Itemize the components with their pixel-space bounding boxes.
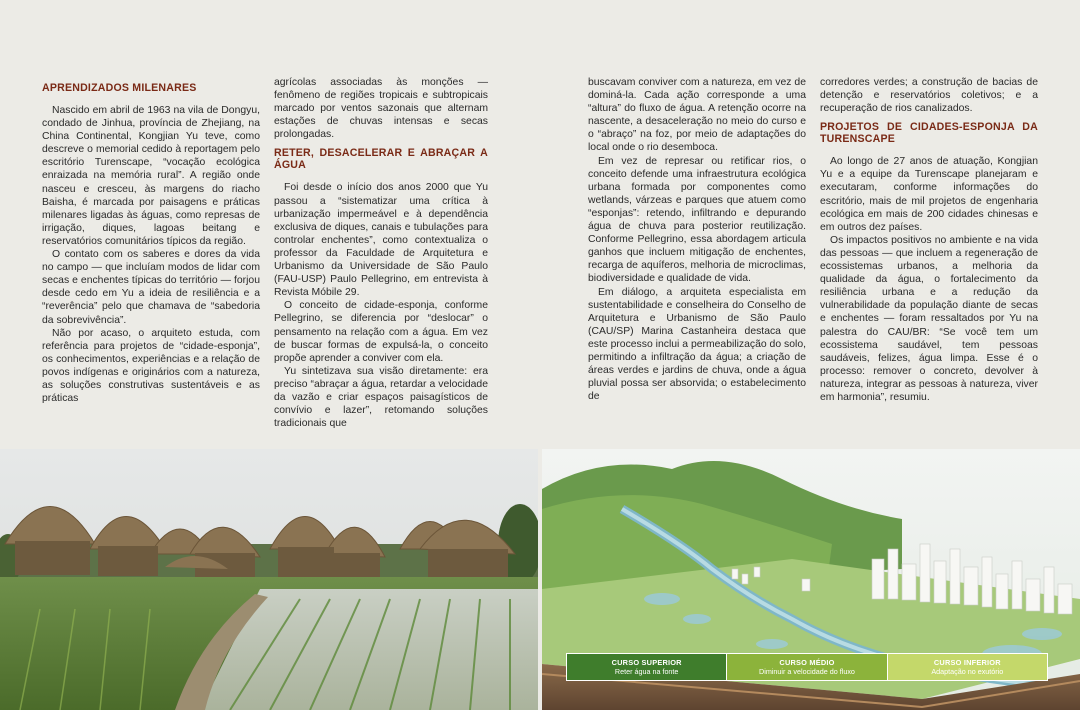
village-photo-illustration — [0, 449, 538, 710]
paragraph: Foi desde o início dos anos 2000 que Yu passou a “sistematizar uma crítica à urbanização impermeável e à dependência exclusiva de diques, canais e tubulações para controlar enchentes”, como contextualiza o professor da Faculdade de Arquitetura e Urbanismo da Universidade de São Paulo (FAU-USP) Paulo Pellegrino, em entrevista à Revista Móbile 29. — [274, 182, 488, 299]
section-heading: APRENDIZADOS MILENARES — [42, 82, 197, 94]
legend-middle-course — [727, 654, 887, 680]
paragraph: Ao longo de 27 anos de atuação, Kongjian Yu e a equipe da Turenscape planejaram e executaram, conforme informações do escritório, mais de mil projetos de engenharia ecológica em mais de 200 cidades chinesas e em outros dez países. — [820, 156, 1038, 233]
legend-subtitle: Adaptação no exutório — [931, 667, 1004, 676]
column-1 — [42, 76, 260, 405]
paragraph: O conceito de cidade-esponja, conforme Pellegrino, se diferencia por “deslocar” o pensamento na relação com a água. Em vez de buscar formas de expulsá-la, o conceito propõe aprender a conviver com ela. — [274, 300, 488, 364]
section-heading: RETER, DESACELERAR E ABRAÇAR A ÁGUA — [274, 147, 488, 172]
legend-title: CURSO MÉDIO — [779, 658, 835, 667]
legend-subtitle: Diminuir a velocidade do fluxo — [759, 667, 855, 676]
paragraph: corredores verdes; a construção de bacias de detenção e reservatórios coletivos; e a recuperação de rios canalizados. — [820, 77, 1038, 115]
river-course-legend — [566, 653, 1048, 681]
legend-upper-course — [567, 654, 727, 680]
paragraph: buscavam conviver com a natureza, em vez de dominá-la. Cada ação corresponde a uma “altura” do fluxo de água. A retenção ocorre na nascente, a desaceleração no meio do curso e o “abraço” na foz, por meio de adaptações do local onde o rio desemboca. — [588, 77, 806, 154]
paragraph: Os impactos positivos no ambiente e na vida das pessoas — que incluem a regeneração de ecossistemas urbanos, a melhoria da qualidade da água, o fortalecimento da resiliência urbana e a redução da vulnerabilidade da população diante de secas e enchentes — foram ressaltados por Yu na palestra do CAU/BR: “Se você tem um ecossistema saudável, tem pessoas saudáveis, felizes, água limpa. Esse é o processo: remover o concreto, devolver à natureza, integrar as pessoas à natureza, viver em harmonia”, resumiu. — [820, 234, 1038, 403]
paragraph: O contato com os saberes e dores da vida no campo — que incluíam modos de lidar com secas e enchentes típicas do território — forjou desde cedo em Yu a ideia de resiliência e a “reverência” pelo que chamava de “sabedoria da sobrevivência”. — [42, 249, 260, 326]
legend-title: CURSO SUPERIOR — [611, 658, 682, 667]
paragraph: Em diálogo, a arquiteta especialista em sustentabilidade e conselheira do Conselho de Arquitetura e Urbanismo de São Paulo (CAU/SP) Marina Castanheira destaca que este processo inclui a permeabilização do solo, permitindo a infiltração da água; a criação de áreas verdes e jardins de chuva, onde a água pluvial possa ser absorvida; o estabelecimento de — [588, 286, 806, 403]
legend-lower-course — [888, 654, 1047, 680]
column-4 — [820, 76, 1038, 404]
legend-subtitle: Reter água na fonte — [614, 667, 679, 676]
paragraph: Não por acaso, o arquiteto estuda, com referência para projetos de “cidade-esponja”, os conhecimentos, experiências e a relação de povos indígenas e originários com a natureza, as soluções construtivas sustentáveis e as práticas — [42, 327, 260, 405]
article-body — [0, 76, 1080, 446]
village-photo — [0, 449, 538, 710]
column-2 — [274, 76, 488, 430]
paragraph: Yu sintetizava sua visão diretamente: era preciso “abraçar a água, retardar a velocidade da vazão e criar espaços paisagísticos de convívio e lazer”, retomando soluções tradicionais que — [274, 365, 488, 430]
column-3 — [588, 76, 806, 403]
paragraph: agrícolas associadas às monções — fenômeno de regiões tropicais e subtropicais marcado por ventos sazonais que alternam estações de chuvas intensas e secas prolongadas. — [274, 77, 488, 141]
paragraph: Em vez de represar ou retificar rios, o conceito defende uma infraestrutura ecológica urbana formada por componentes como wetlands, várzeas e parques que atuem como “esponjas”: retendo, infiltrando e depurando água de chuva para posterior reutilização. Conforme Pellegrino, essa abordagem articula ganhos que incluem mitigação de enchentes, recarga de aquíferos, melhoria de microclimas, biodiversidade e qualidade de vida. — [588, 155, 806, 285]
legend-title: CURSO INFERIOR — [933, 658, 1001, 667]
paragraph: Nascido em abril de 1963 na vila de Dongyu, condado de Jinhua, província de Zhejiang, na China Continental, Kongjian Yu teve, como descreve o memorial cedido à reportagem pelo escritório Turenscape, “vocação ecológica enraizada na memória rural”. A região onde nasceu e cresceu, às margens do riacho Baisha, é marcada por paisagens e práticas milenares ligadas às águas, como represas de irrigação, diques, lagoas beitang e reservatórios comunitários típicos da região. — [42, 105, 260, 247]
section-heading: PROJETOS DE CIDADES-ESPONJA DA TURENSCAPE — [820, 121, 1038, 146]
